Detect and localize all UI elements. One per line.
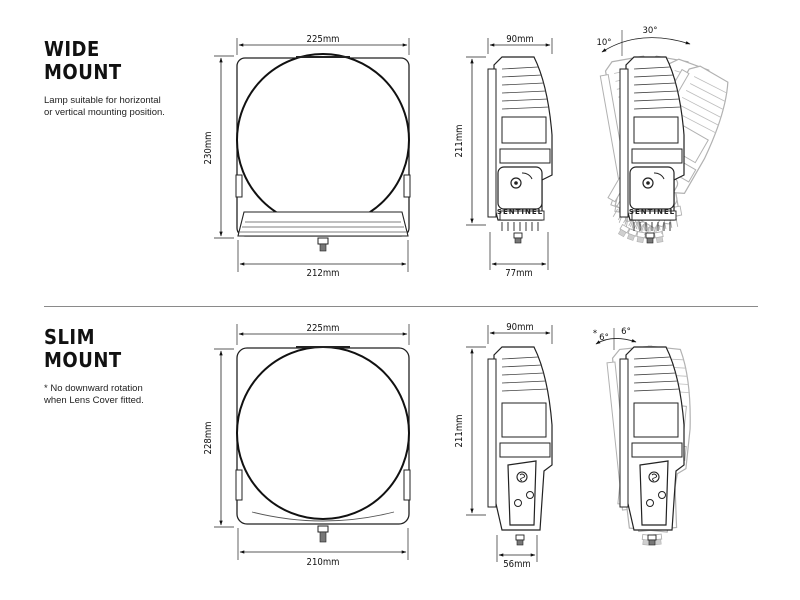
wide-front-width-label: 225mm — [306, 34, 340, 45]
wide-side-height-dimension — [466, 57, 486, 225]
wide-front-height-label: 230mm — [203, 131, 214, 165]
wide-side-height-label: 211mm — [454, 124, 465, 158]
wide-front-height-dimension — [214, 56, 234, 238]
slim-side-base-label: 56mm — [503, 559, 531, 570]
wide-mount-description-line1: Lamp suitable for horizontal — [44, 95, 161, 106]
slim-mount-note-line2: when Lens Cover fitted. — [44, 395, 144, 406]
slim-mount-note-line1: * No downward rotation — [44, 383, 143, 394]
slim-side-height-dimension — [466, 347, 486, 515]
wide-rotation-view — [595, 53, 743, 252]
slim-side-depth-label: 90mm — [506, 322, 534, 333]
wide-front-base-label: 212mm — [306, 268, 340, 279]
slim-rotation-view — [606, 344, 698, 548]
wide-angle-up-label: 30° — [642, 26, 658, 36]
slim-front-view — [236, 347, 410, 542]
wide-rotation-arc — [602, 38, 690, 52]
wide-angle-down-label: 10° — [596, 38, 612, 48]
slim-angle-down-label: 6° — [599, 333, 609, 343]
slim-mount-title-line2: MOUNT — [44, 348, 122, 372]
slim-front-height-dimension — [214, 349, 234, 527]
slim-front-width-label: 225mm — [306, 323, 340, 334]
slim-front-base-label: 210mm — [306, 557, 340, 568]
wide-side-brand-label: SENTINEL — [496, 208, 544, 216]
wide-mount-title-line1: WIDE — [44, 37, 100, 61]
slim-front-height-label: 228mm — [203, 421, 214, 455]
slim-side-height-label: 211mm — [454, 414, 465, 448]
wide-side-base-label: 77mm — [505, 268, 533, 279]
slim-angle-mark: * — [592, 329, 598, 339]
slim-side-view — [488, 347, 552, 545]
wide-mount-title-line2: MOUNT — [44, 60, 122, 84]
wide-rotation-brand-label: SENTINEL — [628, 208, 676, 216]
wide-mount-description-line2: or vertical mounting position. — [44, 107, 165, 118]
slim-angle-up-label: 6° — [621, 327, 631, 337]
wide-front-view — [236, 54, 410, 251]
slim-mount-title-line1: SLIM — [44, 325, 96, 349]
wide-side-depth-label: 90mm — [506, 34, 534, 45]
